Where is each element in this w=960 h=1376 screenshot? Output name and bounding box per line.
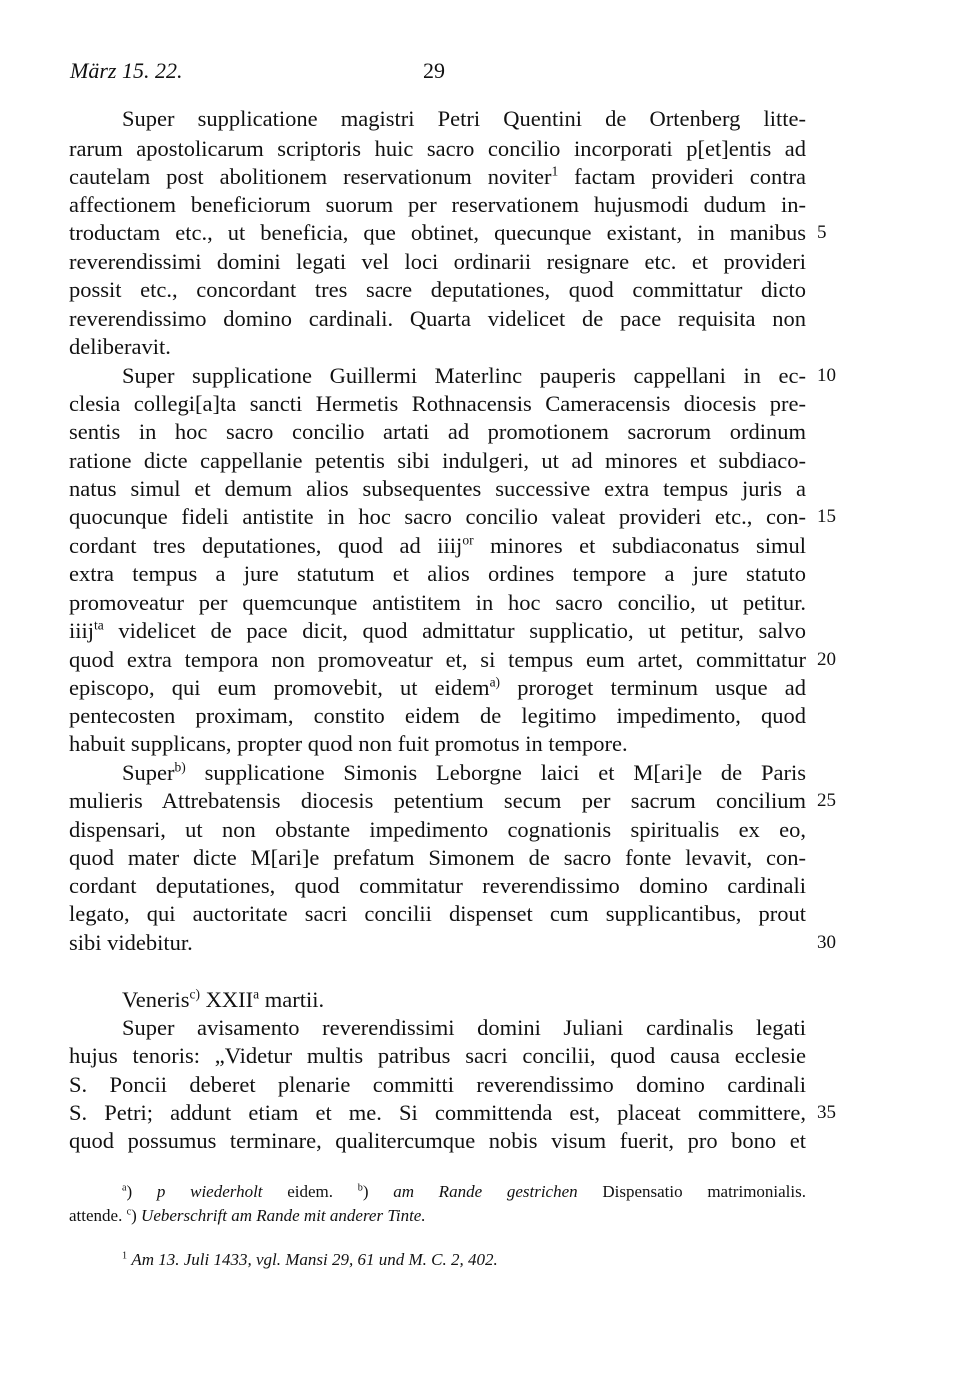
text-line: episcopo, qui eum promovebit, ut eidem$^{a)}$ proroget terminum usque ad [69,674,806,700]
running-header-date: März 15. 22. [70,58,183,83]
text-line: dispensari, ut non obstante impedimento cognationis spiritualis ex eo, [69,817,806,842]
text-line: cordant tres deputationes, quod ad iiij$^{or}$ minores et subdiaconatus simul [69,532,806,558]
text-line: deliberavit. [69,334,171,359]
line-number: 35 [817,1102,836,1123]
text-line: Super supplicatione Guillermi Materlinc pauperis cappellani in ec- [122,363,806,388]
text-line: habuit supplicans, propter quod non fuit promotus in tempore. [69,731,628,756]
footnote-b-c: attende. $^c$) Ueberschrift am Rande mit anderer Tinte. [69,1206,426,1225]
footnote-ref: c) [189,986,200,1002]
footnote-1: $^1$ Am 13. Juli 1433, vgl. Mansi 29, 61 und M. C. 2, 402. [122,1250,498,1269]
text-line: Super supplicatione magistri Petri Quentini de Ortenberg litte- [122,106,806,131]
text-line: quod extra tempora non promoveatur et, si tempus eum artet, committatur [69,647,806,672]
footnote-ref: 1 [551,163,559,179]
text-line: quocunque fideli antistite in hoc sacro concilio valeat provideri etc., con- [69,504,806,529]
page-number: 29 [423,58,445,83]
text-line: mulieris Attrebatensis diocesis petentium secum per sacrum concilium [69,788,806,813]
text-line: ratione dicte cappellanie petentis sibi indulgeri, ut ad minores et subdiaco- [69,448,806,473]
text-line: affectionem beneficiorum suorum per reservationem hujusmodi dudum in- [69,192,806,217]
text-line: promoveatur per quemcunque antistitem in hoc sacro concilio, ut petitur. [69,590,806,615]
text-line: possit etc., concordant tres sacre deputationes, quod committatur dicto [69,277,806,302]
superscript: or [462,532,474,548]
text-line: quod mater dicte M[ari]e prefatum Simonem de sacro fonte levavit, con- [69,845,806,870]
text-line: Super$^{b)}$ supplicatione Simonis Leborgne laici et M[ari]e de Paris [122,759,806,785]
text-line: extra tempus a jure statutum et alios ordines tempore a jure statuto [69,561,806,586]
line-number: 25 [817,790,836,811]
text-line: Super avisamento reverendissimi domini Juliani cardinalis legati [122,1015,806,1040]
text-line: reverendissimo domino cardinali. Quarta videlicet de pace requisita non [69,306,806,331]
footnote-ref: a) [489,674,501,690]
line-number: 20 [817,649,836,670]
line-number: 15 [817,506,836,527]
text-line: quod possumus terminare, qualitercumque nobis visum fuerit, pro bono et [69,1128,806,1153]
line-number: 30 [817,932,836,953]
superscript: a [253,986,260,1002]
text-line: legato, qui auctoritate sacri concilii dispenset cum supplicantibus, prout [69,901,806,926]
line-number: 10 [817,365,836,386]
text-line: cautelam post abolitionem reservationum noviter$^1$ factam provideri contra [69,163,806,189]
text-line: hujus tenoris: „Videtur multis patribus sacri concilii, quod causa ecclesie [69,1043,806,1068]
section-heading: Veneris$^{c)}$ XXII$^a$ martii. [122,986,325,1012]
text-line: rarum apostolicarum scriptoris huic sacro concilio incorporati p[et]entis ad [69,136,806,161]
text-line: sentis in hoc sacro concilio artati ad promotionem sacrorum ordinum [69,419,806,444]
footnote-a-b: $^a$) p wiederholt eidem. $^b$) am Rande gestrichen Dispensatio matrimonialis. [122,1182,806,1201]
footnote-ref: b) [174,759,186,775]
superscript: ta [94,617,104,633]
text-line: troductam etc., ut beneficia, que obtinet, quecunque existant, in manibus [69,220,806,245]
text-line: iiij$^{ta}$ videlicet de pace dicit, quod admittatur supplicatio, ut petitur, salvo [69,617,806,643]
text-line: pentecosten proximam, constito eidem de legitimo impedimento, quod [69,703,806,728]
text-line: S. Petri; addunt etiam et me. Si committenda est, placeat committere, [69,1100,806,1125]
text-line: clesia collegi[a]ta sancti Hermetis Rothnacensis Cameracensis diocesis pre- [69,391,806,416]
text-line: cordant deputationes, quod commitatur reverendissimo domino cardinali [69,873,806,898]
text-line: sibi videbitur. [69,930,193,955]
text-line: natus simul et demum alios subsequentes successive extra tempus juris a [69,476,806,501]
line-number: 5 [817,222,827,243]
text-line: reverendissimi domini legati vel loci ordinarii resignare etc. et provideri [69,249,806,274]
text-line: S. Poncii deberet plenarie committi reverendissimo domino cardinali [69,1072,806,1097]
